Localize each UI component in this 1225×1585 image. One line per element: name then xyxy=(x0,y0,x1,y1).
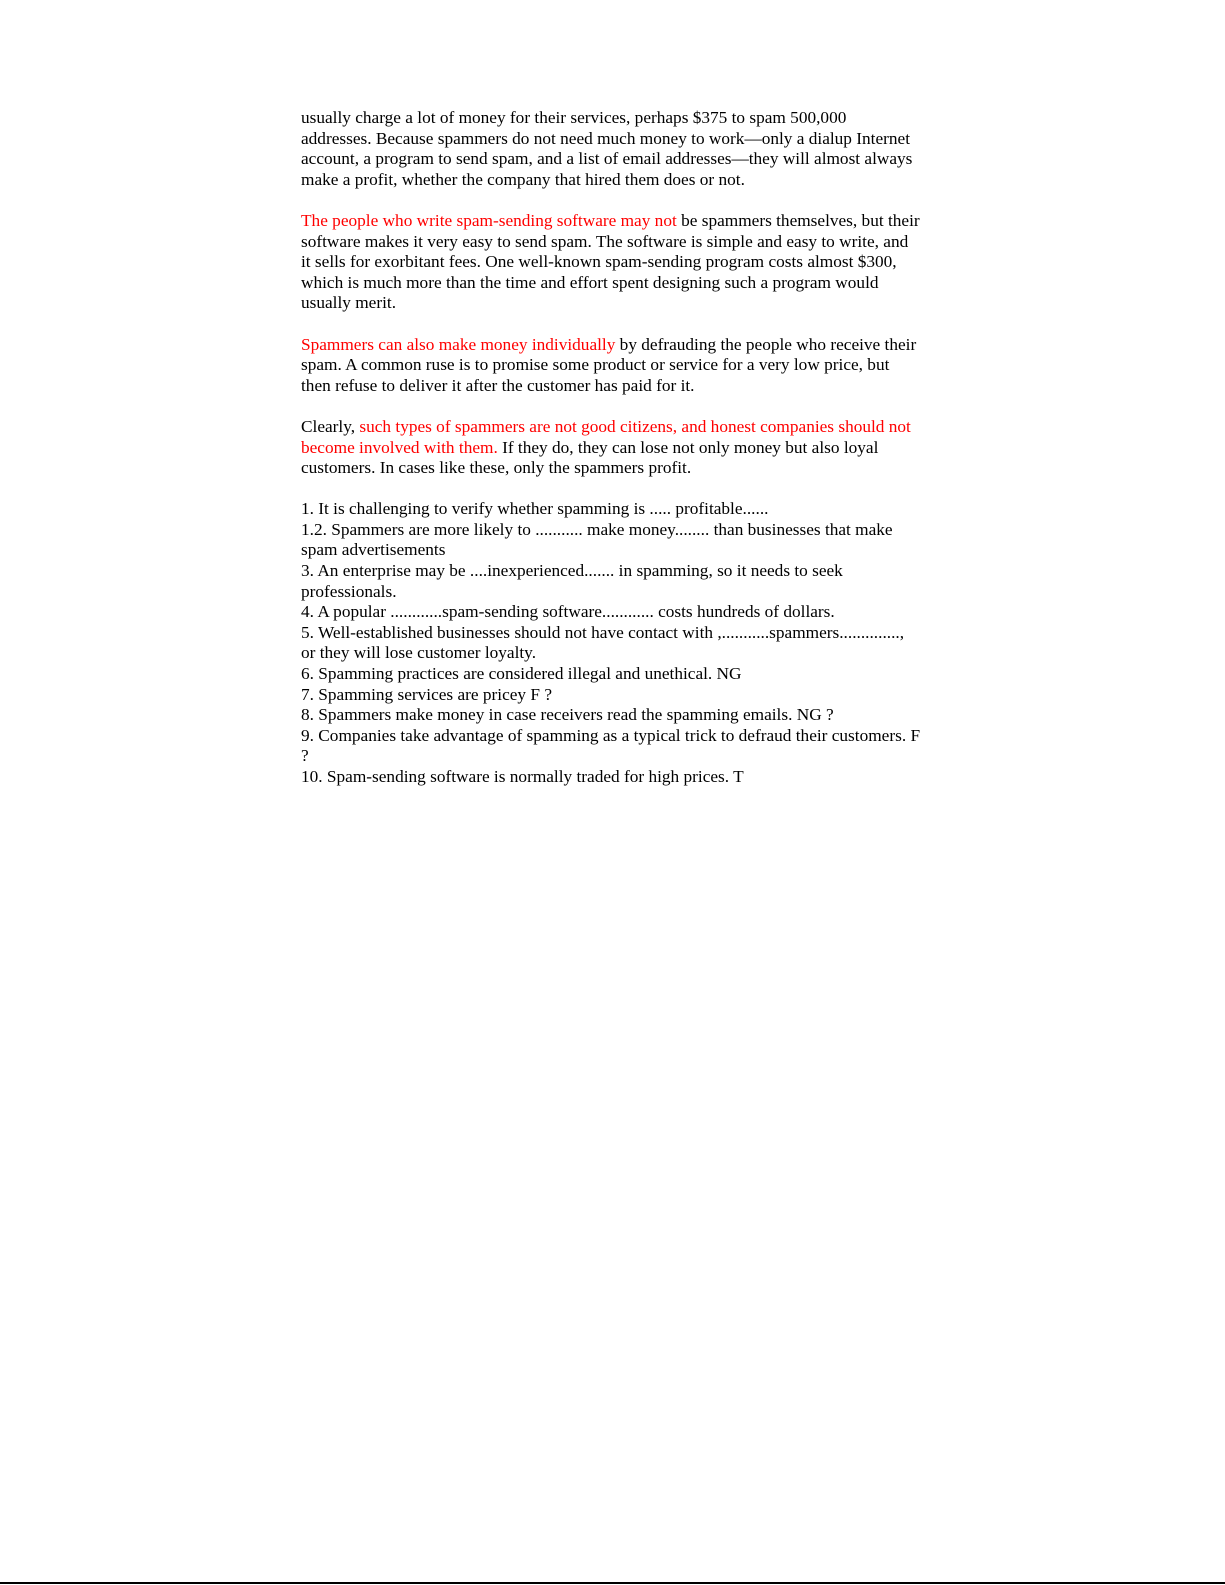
paragraph-text: Clearly, xyxy=(301,416,360,436)
question-item: 8. Spammers make money in case receivers read the spamming emails. NG ? xyxy=(301,705,834,725)
highlighted-text: Spammers can also make money individually xyxy=(301,334,616,354)
paragraph-1 xyxy=(301,108,921,190)
paragraph-2 xyxy=(301,211,921,314)
paragraph-text: usually charge a lot of money for their services, perhaps $375 to spam 500,000 addresses. Because spammers do not need much money to work—only a dialup Internet account, a program to send spam, and a list of email addresses—they will almost always make a profit, whether the company that hired them does or not. xyxy=(301,108,913,189)
question-item: 10. Spam-sending software is normally traded for high prices. T xyxy=(301,767,744,786)
question-item: 5. Well-established businesses should not have contact with ,...........spammers.............., or they will lose customer loyalty. xyxy=(301,622,905,663)
paragraph-4 xyxy=(301,417,921,479)
question-item: 9. Companies take advantage of spamming as a typical trick to defraud their customers. F ? xyxy=(301,725,921,766)
paragraph-3 xyxy=(301,335,921,397)
question-item: 1. It is challenging to verify whether spamming is ..... profitable...... xyxy=(301,499,769,519)
page-bottom-divider xyxy=(0,1582,1225,1584)
question-list xyxy=(301,499,921,787)
highlighted-text: such types of spammers are not good citizens, and honest companies should not become involved with them. xyxy=(301,416,911,457)
highlighted-text: The people who write spam-sending software may not xyxy=(301,210,677,230)
paragraph-text: be spammers themselves, but their software makes it very easy to send spam. The software is simple and easy to write, and it sells for exorbitant fees. One well-known spam-sending program costs almost $300, which is much more than the time and effort spent designing such a program would usually merit. xyxy=(301,210,920,313)
document-body xyxy=(301,108,921,788)
question-item: 3. An enterprise may be ....inexperienced....... in spamming, so it needs to seek professionals. xyxy=(301,561,843,601)
paragraph-text: by defrauding the people who receive their spam. A common ruse is to promise some product or service for a very low price, but then refuse to deliver it after the customer has paid for it. xyxy=(301,334,917,395)
paragraph-text: If they do, they can lose not only money but also loyal customers. In cases like these, only the spammers profit. xyxy=(301,437,879,478)
question-item: 4. A popular ............spam-sending software............ costs hundreds of dollars. xyxy=(301,602,835,622)
question-item: 7. Spamming services are pricey F ? xyxy=(301,684,552,704)
question-item: 1.2. Spammers are more likely to ........... make money........ than businesses that make spam advertisements xyxy=(301,519,893,560)
question-item: 6. Spamming practices are considered illegal and unethical. NG xyxy=(301,664,742,684)
